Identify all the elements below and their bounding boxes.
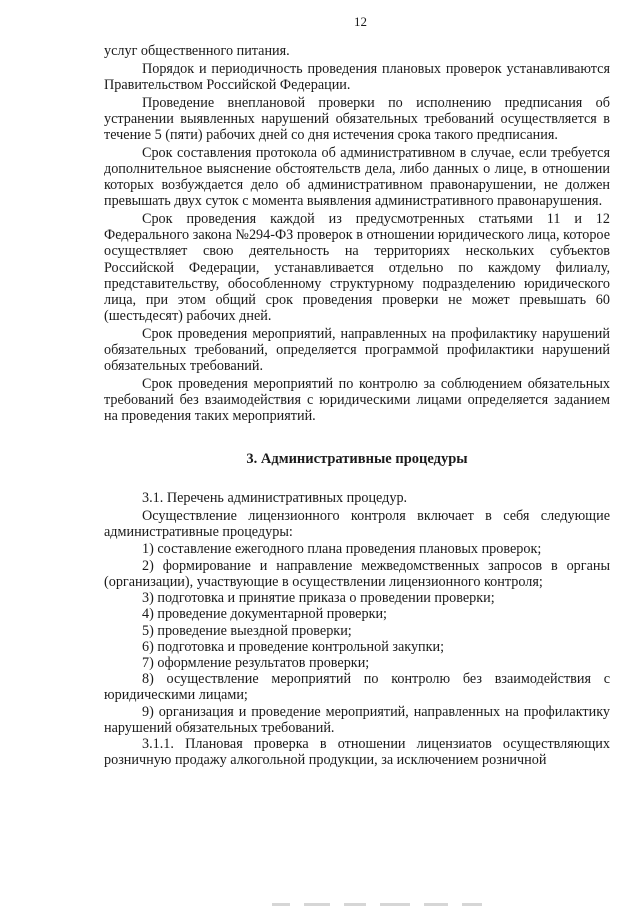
paragraph-procedures-list-title: 3.1. Перечень административных процедур. bbox=[142, 489, 408, 506]
list-item: 2) формирование и направление межведомственных запросов в органы (организации), участвующие в осуществлении лицензионного контроля; bbox=[104, 557, 610, 590]
paragraph-unscheduled-inspection: Проведение внеплановой проверки по исполнению предписания об устранении выявленных нарушений обязательных требований осуществляется в течение 5 (пяти) рабочих дней со дня истечения срока такого предписания. bbox=[104, 94, 610, 144]
paragraph-prevention-term: Срок проведения мероприятий, направленных на профилактику нарушений обязательных требований, определяется программой профилактики нарушений обязательных требований. bbox=[104, 325, 610, 375]
list-item: 9) организация и проведение мероприятий, направленных на профилактику нарушений обязательных требований. bbox=[104, 703, 610, 736]
paragraph-inspection-order: Порядок и периодичность проведения плановых проверок устанавливаются Правительством Российской Федерации. bbox=[104, 60, 610, 93]
list-item: 8) осуществление мероприятий по контролю без взаимодействия с юридическими лицами; bbox=[104, 671, 610, 704]
paragraph-procedures-intro: Осуществление лицензионного контроля включает в себя следующие административные процедуры: bbox=[104, 507, 610, 540]
paragraph-control-term: Срок проведения мероприятий по контролю за соблюдением обязательных требований без взаимодействия с юридическими лицами определяется заданием на проведения таких мероприятий. bbox=[104, 376, 610, 425]
list-item: 6) подготовка и проведение контрольной закупки; bbox=[142, 638, 445, 655]
paragraph-continuation: услуг общественного питания. bbox=[104, 43, 290, 59]
list-item: 7) оформление результатов проверки; bbox=[142, 654, 370, 671]
document-body bbox=[104, 43, 610, 770]
list-item: 5) проведение выездной проверки; bbox=[142, 622, 352, 639]
paragraph-scheduled-inspection: 3.1.1. Плановая проверка в отношении лицензиатов осуществляющих розничную продажу алкогольной продукции, за исключением розничной bbox=[104, 735, 610, 769]
section-heading: 3. Административные процедуры bbox=[246, 450, 468, 467]
list-item: 4) проведение документарной проверки; bbox=[142, 606, 387, 623]
page-number: 12 bbox=[354, 14, 367, 29]
list-item: 1) составление ежегодного плана проведения плановых проверок; bbox=[142, 541, 542, 558]
document-page bbox=[104, 0, 610, 905]
list-item: 3) подготовка и принятие приказа о проведении проверки; bbox=[142, 590, 495, 607]
paragraph-inspection-term: Срок проведения каждой из предусмотренных статьями 11 и 12 Федерального закона №294-ФЗ проверок в отношении юридического лица, которое осуществляет свою деятельность на территориях нескольких субъектов Российской Федерации, устанавливается отдельно по каждому филиалу, представительству, обособленному структурному подразделению юридического лица, при этом общий срок проведения проверки не может превышать 60 (шестьдесят) рабочих дней. bbox=[104, 211, 610, 325]
scan-artifact-marks bbox=[272, 893, 572, 899]
paragraph-protocol-term: Срок составления протокола об административном в случае, если требуется дополнительное выяснение обстоятельств дела, либо данных о лице, в отношении которых возбуждается дело об административном правонарушении, не должен превышать двух суток с момента выявления административного правонарушения. bbox=[104, 144, 610, 210]
